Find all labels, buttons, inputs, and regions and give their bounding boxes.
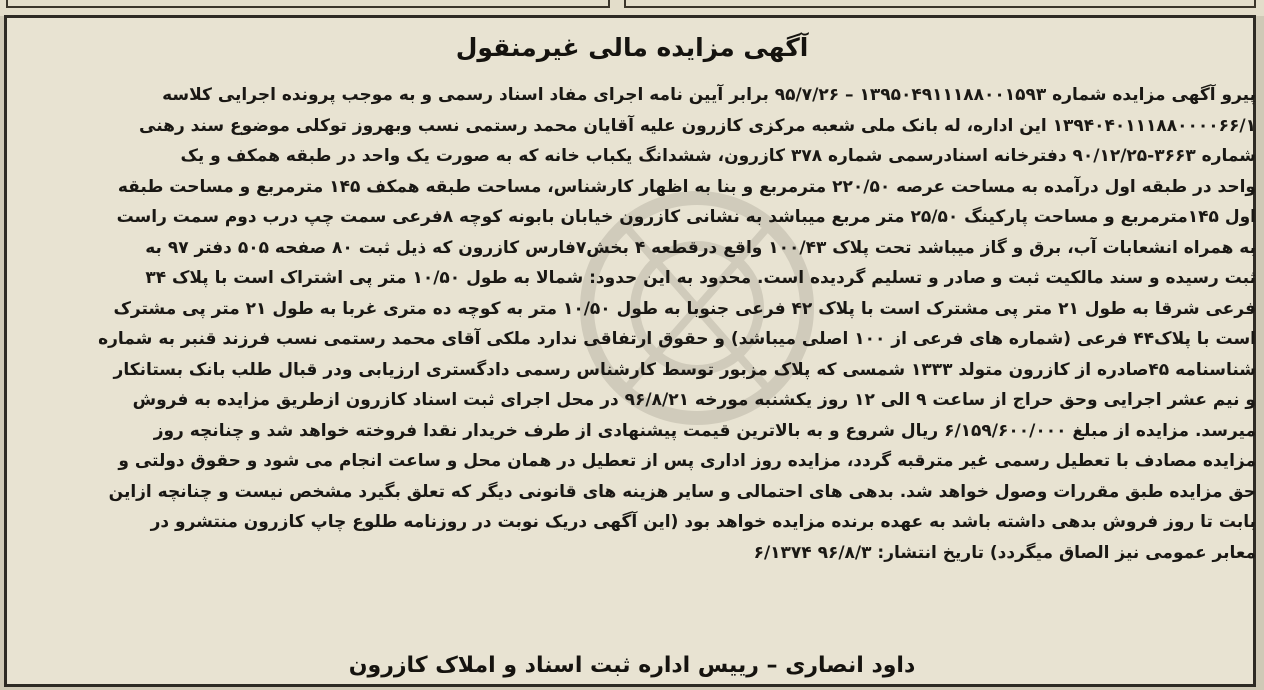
body-line: به همراه انشعابات آب، برق و گاز میباشد تحت پلاک ۱۰۰/۴۳ واقع درقطعه ۴ بخش۷فارس کازرون که ذیل ثبت ۸۰ صفحه ۵۰۵ دفتر ۹۷ به [145,237,1256,258]
body-line: بابت تا روز فروش بدهی داشته باشد به عهده برنده مزایده خواهد بود (این آگهی دریک نوبت در روزنامه طلوع چاپ کازرون منتشرو در [150,512,1256,532]
body-line: حق مزایده طبق مقررات وصول خواهد شد. بدهی های احتمالی و سایر هزینه های قانونی دیگر که تعلق بگیرد مشخص نیست و چنانچه ازاین [108,481,1256,502]
body-line: شماره ۳۶۶۳-۹۰/۱۲/۲۵ دفترخانه اسنادرسمی شماره ۳۷۸ کازرون، ششدانگ یکباب خانه که به صورت یک واحد در طبقه همکف و یک [180,146,1256,166]
body-line: پیرو آگهی مزایده شماره ۱۳۹۵۰۴۹۱۱۱۸۸۰۰۱۵۹۳ – ۹۵/۷/۲۶ برابر آیین نامه اجرای مفاد اسناد رسمی و به موجب پرونده اجرایی کلاسه [162,85,1256,105]
notice-body [6,80,1256,568]
body-line: و نیم عشر اجرایی وحق حراج از ساعت ۹ الی ۱۲ روز یکشنبه مورخه ۹۶/۸/۲۱ در محل اجرای ثبت اسناد کازرون ازطریق مزایده به فروش [132,390,1256,410]
adjacent-notice-border-left [6,0,610,8]
body-line: شناسنامه ۴۵صادره از کازرون متولد ۱۳۳۳ شمسی که پلاک مزبور توسط کارشناس رسمی دادگستری ارزیابی ودر قبال طلب بانک بستانکار [113,359,1256,380]
body-line: میرسد. مزایده از مبلغ ۶/۱۵۹/۶۰۰/۰۰۰ ریال شروع و به بالاترین قیمت پیشنهادی از طرف خریدار نقدا فروخته خواهد شد و چنانچه روز [153,420,1256,441]
body-line: ثبت رسیده و سند مالکیت ثبت و صادر و تسلیم گردیده است. محدود به این حدود: شمالا به طول ۱۰/۵۰ متر پی اشتراک است با پلاک ۳۴ [145,268,1256,288]
notice-signature: داود انصاری – رییس اداره ثبت اسناد و املاک کازرون [348,653,916,678]
body-line: ۱۳۹۴۰۴۰۱۱۱۸۸۰۰۰۰۶۶/۱ این اداره، له بانک ملی شعبه مرکزی کازرون علیه آقایان محمد رستمی نسب وبهروز توکلی موضوع سند رهنی [139,115,1256,136]
notice-title: آگهی مزایده مالی غیرمنقول [455,33,809,62]
body-line: اول ۱۴۵مترمربع و مساحت پارکینگ ۲۵/۵۰ متر مربع میباشد به نشانی کازرون خیابان بابونه کوچه ۸فرعی سمت چپ درب دوم سمت راست [116,207,1256,227]
adjacent-notice-border-right [624,0,1256,8]
body-line: مزایده مصادف با تعطیل رسمی غیر مترقبه گردد، مزایده روز اداری پس از تعطیل در همان محل و ساعت انجام می شود و حقوق دولتی و [118,451,1256,471]
body-line: واحد در طبقه اول درآمده به مساحت عرصه ۲۲۰/۵۰ مترمربع و بنا به اظهار کارشناس، مساحت طبقه همکف ۱۴۵ مترمربع و مساحت طبقه [117,176,1256,197]
top-margin-strip [0,0,1264,16]
body-line-publication-date: معابر عمومی نیز الصاق میگردد) تاریخ انتشار: ۹۶/۸/۳ ۶/۱۳۷۴ [753,542,1256,563]
body-line: است با پلاک۴۴ فرعی (شماره های فرعی از ۱۰۰ اصلی میباشد) و حقوق ارتفاقی ندارد ملکی آقای محمد رستمی نسب فرزند قنبر به شماره [98,329,1256,349]
body-line: فرعی شرقا به طول ۲۱ متر پی مشترک است با پلاک ۴۲ فرعی جنوبا به طول ۱۰/۵۰ متر به کوچه ده متری غربا به طول ۲۱ متر پی مشترک [113,298,1256,319]
